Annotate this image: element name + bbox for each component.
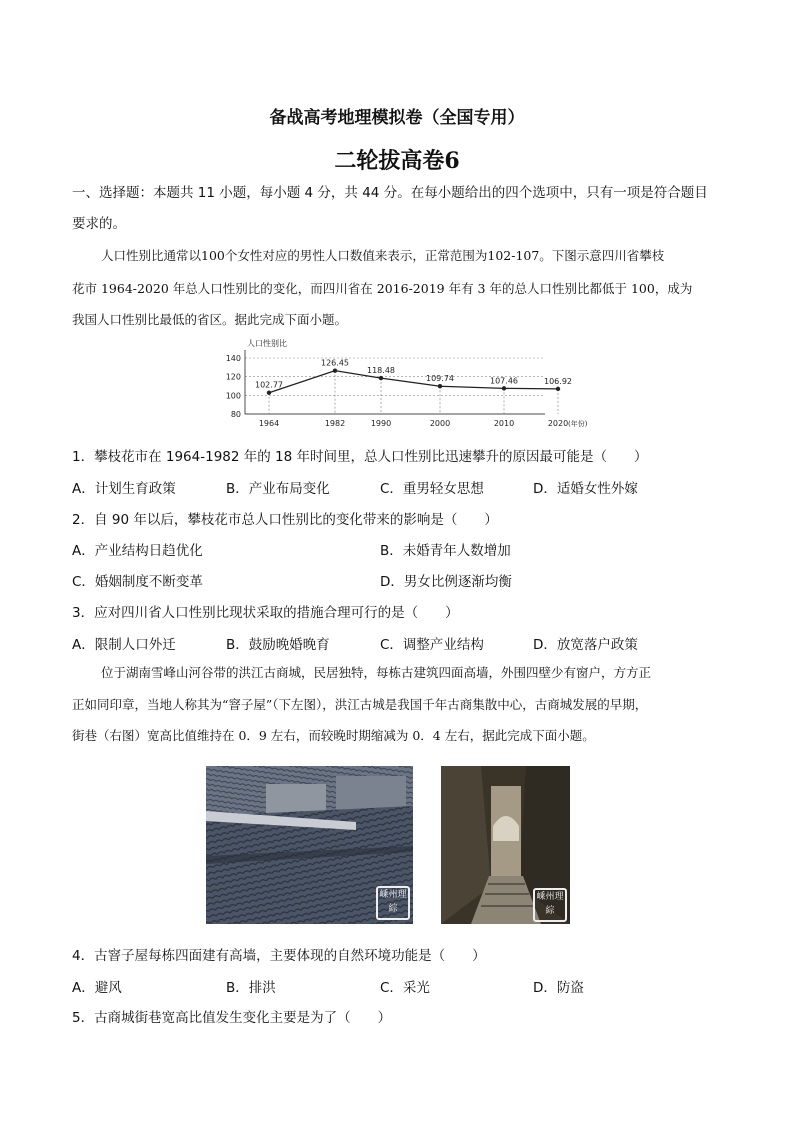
question-4-stem: 4．古窨子屋每栋四面建有高墙，主要体现的自然环境功能是（ ） xyxy=(72,948,486,964)
data-label: 118.48 xyxy=(367,366,395,376)
question-2-stem: 2．自 90 年以后，攀枝花市总人口性别比的变化带来的影响是（ ） xyxy=(72,512,498,528)
data-point xyxy=(438,384,442,388)
passage1-line3: 我国人口性别比最低的省区。据此完成下面小题。 xyxy=(72,312,348,327)
q3-option-d[interactable]: D．放宽落户政策 xyxy=(533,637,638,653)
q1-option-a[interactable]: A．计划生育政策 xyxy=(72,481,176,497)
x-tick-label: 1990 xyxy=(370,419,392,428)
q2-option-d[interactable]: D．男女比例逐渐均衡 xyxy=(380,574,512,590)
q3-option-c[interactable]: C．调整产业结构 xyxy=(380,637,484,653)
section-instruction-line1: 一、选择题：本题共 11 小题，每小题 4 分，共 44 分。在每小题给出的四个选项中，只有一项是符合题目 xyxy=(72,185,708,201)
y-tick-label: 100 xyxy=(225,391,241,401)
watermark-stamp: 嵊州理綜 xyxy=(376,886,410,920)
sex-ratio-line-chart xyxy=(215,336,588,432)
q3-option-b[interactable]: B．鼓励晚婚晚育 xyxy=(226,637,330,653)
passage2-line2: 正如同印章，当地人称其为“窨子屋”（下左图），洪江古城是我国千年古商集散中心，古商城发展的早期， xyxy=(72,697,648,712)
data-label: 109.74 xyxy=(426,374,454,384)
x-tick-label: 1982 xyxy=(324,419,346,428)
data-point xyxy=(556,387,560,391)
q3-option-a[interactable]: A．限制人口外迁 xyxy=(72,637,176,653)
passage1-line2: 花市 1964-2020 年总人口性别比的变化，而四川省在 2016-2019 年有 3 年的总人口性别比都低于 100，成为 xyxy=(72,281,693,296)
section-instruction-line2: 要求的。 xyxy=(72,216,126,232)
y-tick-label: 120 xyxy=(225,372,241,382)
x-tick-label: 2000 xyxy=(429,419,451,428)
passage1-line1: 人口性别比通常以100个女性对应的男性人口数值来表示，正常范围为102-107。下图示意四川省攀枝 xyxy=(101,248,665,263)
q2-option-a[interactable]: A．产业结构日趋优化 xyxy=(72,543,203,559)
yinzi-house-rooftops-photo xyxy=(206,766,413,924)
q4-option-a[interactable]: A．避风 xyxy=(72,980,122,996)
q4-option-b[interactable]: B．排洪 xyxy=(226,980,276,996)
x-axis-label: (年份) xyxy=(568,420,588,428)
q4-option-d[interactable]: D．防盗 xyxy=(533,980,584,996)
exam-title: 备战高考地理模拟卷（全国专用） xyxy=(269,108,525,128)
y-tick-label: 140 xyxy=(225,354,241,363)
alley-photo xyxy=(441,766,570,924)
q1-option-b[interactable]: B．产业布局变化 xyxy=(226,481,330,497)
passage2-line3: 街巷（右图）宽高比值维持在 0．9 左右，而较晚时期缩减为 0．4 左右，据此完成下面小题。 xyxy=(72,728,595,743)
data-label: 102.77 xyxy=(255,380,283,390)
q2-option-c[interactable]: C．婚姻制度不断变革 xyxy=(72,574,203,590)
question-3-stem: 3．应对四川省人口性别比现状采取的措施合理可行的是（ ） xyxy=(72,605,459,621)
data-point xyxy=(502,386,506,390)
data-point xyxy=(379,376,383,380)
q1-option-c[interactable]: C．重男轻女思想 xyxy=(380,481,484,497)
x-tick-label: 2010 xyxy=(493,419,515,428)
passage2-line1: 位于湖南雪峰山河谷带的洪江古商城，民居独特，每栋古建筑四面高墙，外围四壁少有窗户，方方正 xyxy=(101,665,652,680)
y-tick-label: 80 xyxy=(230,410,241,419)
data-label: 106.92 xyxy=(544,376,572,386)
data-point xyxy=(333,368,337,372)
question-1-stem: 1．攀枝花市在 1964-1982 年的 18 年时间里，总人口性别比迅速攀升的原因最可能是（ ） xyxy=(72,449,648,465)
data-label: 107.46 xyxy=(490,376,518,386)
data-point xyxy=(267,391,271,395)
x-tick-label: 2020 xyxy=(547,419,569,428)
q4-option-c[interactable]: C．采光 xyxy=(380,980,430,996)
q1-option-d[interactable]: D．适婚女性外嫁 xyxy=(533,481,638,497)
x-tick-label: 1964 xyxy=(258,419,280,428)
exam-subtitle: 二轮拔高卷6 xyxy=(334,148,460,174)
q2-option-b[interactable]: B．未婚青年人数增加 xyxy=(380,543,511,559)
data-label: 126.45 xyxy=(321,358,349,368)
y-axis-label: 人口性别比 xyxy=(247,339,287,348)
watermark-stamp-right: 嵊州理綜 xyxy=(533,888,567,922)
question-5-stem: 5．古商城街巷宽高比值发生变化主要是为了（ ） xyxy=(72,1010,392,1026)
